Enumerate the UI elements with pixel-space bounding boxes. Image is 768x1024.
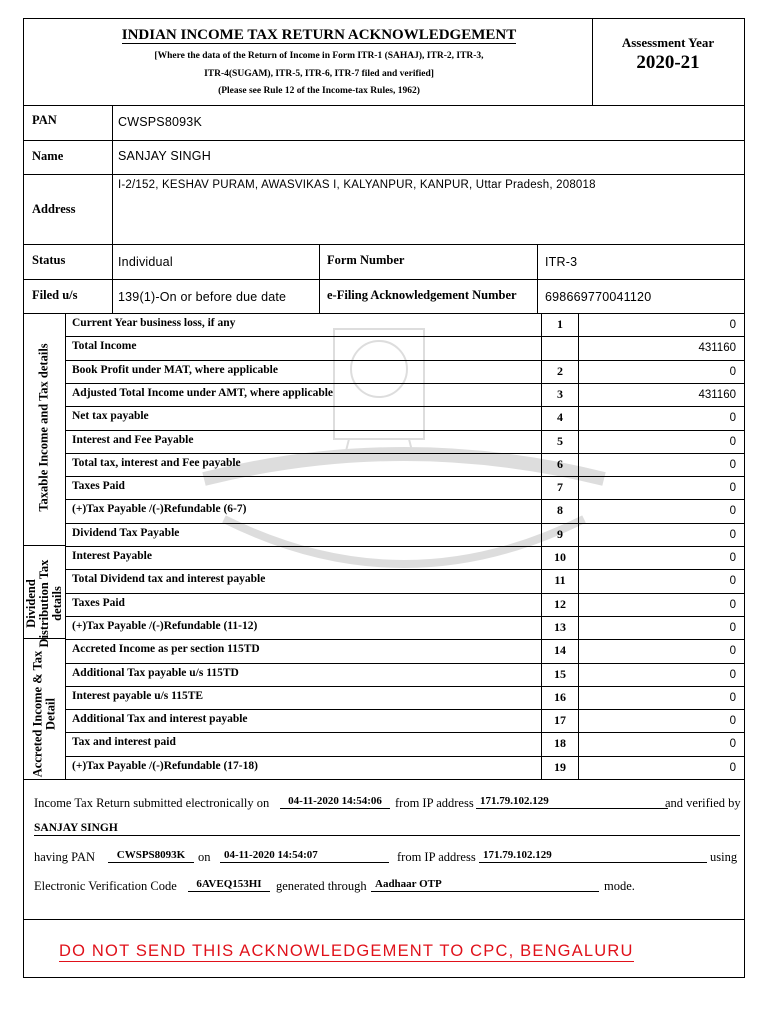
section-accreted-line-2: Detail xyxy=(43,698,58,730)
submit-ip: 171.79.102.129 xyxy=(476,794,668,809)
row-label: Tax and interest paid xyxy=(72,736,176,749)
row-label: Total Income xyxy=(72,340,137,353)
pan-value: CWSPS8093K xyxy=(118,115,202,129)
verification-method: Aadhaar OTP xyxy=(371,877,599,892)
row-number: 19 xyxy=(554,759,566,774)
verify-line1-b: from IP address xyxy=(395,796,474,810)
assessment-year: 2020-21 xyxy=(636,52,700,73)
subtitle-line-3: (Please see Rule 12 of the Income-tax Rules, 1962) xyxy=(218,86,420,96)
acknowledgement-form xyxy=(23,18,745,978)
row-value: 431160 xyxy=(698,342,736,355)
row-value: 0 xyxy=(729,715,736,728)
row-label: Interest payable u/s 115TE xyxy=(72,689,204,702)
verify-datetime: 04-11-2020 14:54:07 xyxy=(220,848,389,863)
section-dividend-distribution-tax xyxy=(25,557,64,650)
row-value: 0 xyxy=(729,621,736,634)
row-label: Adjusted Total Income under AMT, where applicable xyxy=(72,386,334,399)
section-accreted-line-1: Accreted Income & Tax xyxy=(30,650,45,778)
row-value: 0 xyxy=(729,412,736,425)
row-number: 12 xyxy=(554,596,566,611)
section-ddt-line-1: Dividend xyxy=(24,579,38,628)
verify-line4-c: mode. xyxy=(604,879,635,893)
assessment-year-label: Assessment Year xyxy=(621,35,715,50)
row-label: Net tax payable xyxy=(72,410,149,423)
verify-line3-d: using xyxy=(710,850,738,864)
form-number-label: Form Number xyxy=(327,253,405,267)
verify-line4-b: generated through xyxy=(276,879,367,893)
row-value: 0 xyxy=(729,598,736,611)
row-label: (+)Tax Payable /(-)Refundable (17-18) xyxy=(72,759,258,772)
address-value: I-2/152, KESHAV PURAM, AWASVIKAS I, KALYANPUR, KANPUR, Uttar Pradesh, 208018 xyxy=(118,179,596,191)
row-label: Taxes Paid xyxy=(72,596,125,609)
row-label: Interest and Fee Payable xyxy=(72,433,194,446)
footer-notice: DO NOT SEND THIS ACKNOWLEDGEMENT TO CPC, BENGALURU xyxy=(59,942,634,960)
name-value: SANJAY SINGH xyxy=(118,149,211,163)
verifier-name: SANJAY SINGH xyxy=(34,821,740,836)
row-value: 0 xyxy=(729,645,736,658)
verify-line4-a: Electronic Verification Code xyxy=(34,879,177,893)
row-label: Accreted Income as per section 115TD xyxy=(72,643,260,656)
row-value: 0 xyxy=(729,505,736,518)
row-number: 10 xyxy=(554,550,566,564)
row-label: Dividend Tax Payable xyxy=(72,526,180,539)
page-title: INDIAN INCOME TAX RETURN ACKNOWLEDGEMENT xyxy=(121,27,517,43)
row-value: 0 xyxy=(729,738,736,751)
row-value: 0 xyxy=(729,668,736,681)
status-value: Individual xyxy=(118,255,173,269)
row-value: 0 xyxy=(729,691,736,704)
row-label: Additional Tax and interest payable xyxy=(72,713,248,726)
verify-line3-c: from IP address xyxy=(397,850,476,864)
address-label: Address xyxy=(32,202,76,216)
section-ddt-line-2: Distribution Tax xyxy=(37,559,51,648)
row-label: Additional Tax payable u/s 115TD xyxy=(72,666,239,679)
verify-line1-c: and verified by xyxy=(665,796,741,810)
row-value: 431160 xyxy=(698,388,736,401)
subtitle-line-2: ITR-4(SUGAM), ITR-5, ITR-6, ITR-7 filed and verified] xyxy=(204,69,434,79)
row-number: 3 xyxy=(557,386,563,401)
row-number: 13 xyxy=(554,619,566,634)
row-label: Current Year business loss, if any xyxy=(72,317,236,329)
row-label: Interest Payable xyxy=(72,550,152,562)
row-number: 15 xyxy=(554,666,566,681)
row-number: 2 xyxy=(557,363,563,378)
section-accreted-income xyxy=(32,644,58,785)
row-number: 11 xyxy=(554,573,566,588)
row-value: 0 xyxy=(729,552,736,564)
row-number: 9 xyxy=(557,526,563,541)
ack-number-label: e-Filing Acknowledgement Number xyxy=(327,288,517,302)
ack-number-value: 698669770041120 xyxy=(545,290,652,304)
verify-line1-a: Income Tax Return submitted electronically on xyxy=(34,796,270,810)
verify-pan: CWSPS8093K xyxy=(108,848,194,863)
subtitle-line-1: [Where the data of the Return of Income in Form ITR-1 (SAHAJ), ITR-2, ITR-3, xyxy=(154,51,484,61)
row-value: 0 xyxy=(729,435,736,448)
verify-line3-b: on xyxy=(198,850,211,864)
name-label: Name xyxy=(32,149,64,163)
filed-us-value: 139(1)-On or before due date xyxy=(118,290,287,304)
submit-datetime: 04-11-2020 14:54:06 xyxy=(280,794,390,809)
row-label: (+)Tax Payable /(-)Refundable (6-7) xyxy=(72,503,247,516)
row-value: 0 xyxy=(729,575,736,588)
row-value: 0 xyxy=(729,482,736,495)
row-number: 4 xyxy=(557,410,563,425)
row-number: 17 xyxy=(554,713,566,728)
row-number: 6 xyxy=(557,456,563,471)
row-value: 0 xyxy=(729,365,736,378)
row-number: 1 xyxy=(557,317,563,331)
status-label: Status xyxy=(32,253,66,267)
verify-ip: 171.79.102.129 xyxy=(479,848,707,863)
form-number-value: ITR-3 xyxy=(545,255,578,269)
pan-label: PAN xyxy=(32,113,57,127)
row-number: 8 xyxy=(557,503,563,518)
row-label: Book Profit under MAT, where applicable xyxy=(72,363,278,376)
row-label: Taxes Paid xyxy=(72,480,125,493)
row-label: Total Dividend tax and interest payable xyxy=(72,573,266,586)
row-number: 14 xyxy=(554,643,566,658)
row-value: 0 xyxy=(729,528,736,541)
filed-us-label: Filed u/s xyxy=(32,288,78,302)
section-taxable-income: Taxable Income and Tax details xyxy=(36,343,51,512)
section-ddt-line-3: details xyxy=(50,586,64,621)
row-label: (+)Tax Payable /(-)Refundable (11-12) xyxy=(72,619,258,632)
row-label: Total tax, interest and Fee payable xyxy=(72,456,241,469)
row-number: 5 xyxy=(557,433,563,448)
row-value: 0 xyxy=(729,458,736,471)
evc-code: 6AVEQ153HI xyxy=(188,877,270,892)
verify-line3-a: having PAN xyxy=(34,850,96,864)
row-number: 16 xyxy=(554,689,566,704)
row-value: 0 xyxy=(729,319,736,331)
row-number: 7 xyxy=(557,480,563,495)
income-tax-emblem-icon xyxy=(184,309,624,639)
row-number: 18 xyxy=(554,736,566,751)
row-value: 0 xyxy=(729,761,736,774)
